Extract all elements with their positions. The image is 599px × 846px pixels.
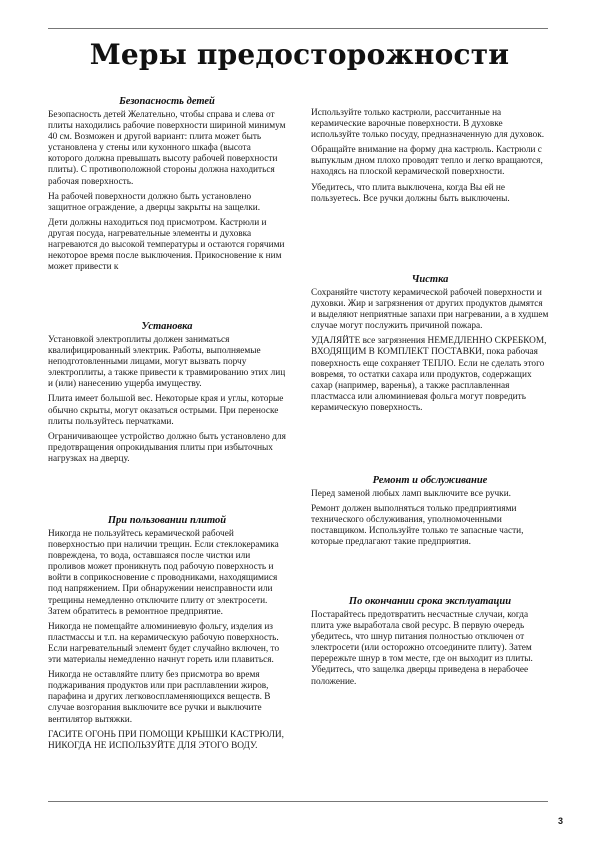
paragraph: Используйте только кастрюли, рассчитанные на керамические варочные поверхности. В духовке используйте только посуду, предназначенную для духовок. [311,108,545,141]
paragraph: Ограничивающее устройство должно быть установлено для предотвращения опрокидывания плиты при избыточных нагрузках на дверцу. [48,431,286,464]
page-title: Меры предосторожности [89,38,510,71]
section-heading-usage: При пользовании плитой [107,515,227,526]
paragraph: Обращайте внимание на форму дна кастрюль. Кастрюли с выпуклым дном плохо проводят тепло и легко вращаются, находясь на плоской керамической поверхности. [311,145,543,178]
section-child-safety [48,95,286,277]
paragraph: ГАСИТЕ ОГОНЬ ПРИ ПОМОЩИ КРЫШКИ КАСТРЮЛИ, НИКОГДА НЕ ИСПОЛЬЗУЙТЕ ДЛЯ ЭТОГО ВОДУ. [48,729,284,751]
page-number: 3 [558,816,564,826]
paragraph: Сохраняйте чистоту керамической рабочей поверхности и духовки. Жир и загрязнения от других продуктов дымятся и выделяют неприятные запахи при нагревании, а в худшем случае могут послужить причиной пожара. [311,288,549,332]
paragraph: Плита имеет большой вес. Некоторые края и углы, которые обычно скрыты, могут оказаться острыми. При переноске плиты пользуйтесь перчатками. [48,394,284,427]
section-usage [48,514,286,756]
paragraph: Никогда не оставляйте плиту без присмотра во время поджаривания продуктов или при расплавлении жиров, парафина и других легковоспламеняющихся веществ. В случае возгорания выключите все ручки и выключите вентилятор вытяжки. [48,670,271,725]
section-heading-cleaning: Чистка [411,274,449,285]
paragraph: Ремонт должен выполняться только предприятиями технического обслуживания, уполномоченными поставщиком. Используйте только те запасные части, которые предлагают такие предприятия. [311,504,524,548]
paragraph: На рабочей поверхности должно быть установлено защитное ограждение, а дверцы закрыты на защелки. [48,191,261,213]
section-heading-child-safety: Безопасность детей [119,96,215,107]
paragraph: Дети должны находиться под присмотром. Кастрюли и другая посуда, нагревательные элементы и духовка нагреваются до высокой температуры и остаются горячими некоторое время после выключения. Прикосновение к ним может привести к [48,217,285,273]
section-cookware [311,108,549,209]
paragraph: УДАЛЯЙТЕ все загрязнения НЕМЕДЛЕННО СКРЕБКОМ, ВХОДЯЩИМ В КОМПЛЕКТ ПОСТАВКИ, пока рабочая поверхность еще сохраняет ТЕПЛО. Если не сделать этого вовремя, то остатки сахара или продуктов, содержащих сахар (например, варенья), а также расплавленная пластмасса или алюминиевая фольга могут повредить керамическую поверхность. [311,336,547,413]
section-heading-installation: Установка [141,321,193,332]
paragraph: Перед заменой любых ламп выключите все ручки. [311,489,512,499]
paragraph: Убедитесь, что плита выключена, когда Вы ей не пользуетесь. Все ручки должны быть выключены. [311,182,510,204]
paragraph: Никогда не помещайте алюминиевую фольгу, изделия из пластмассы и т.п. на керамическую рабочую поверхность. Если нагревательный элемент будет случайно включен, то эти материалы немедленно начнут гореть или плавиться. [48,621,280,666]
bottom-rule [48,801,548,802]
section-repair [311,474,549,552]
paragraph: Постарайтесь предотвратить несчастные случаи, когда плита уже выработала свой ресурс. В первую очередь убедитесь, что шнур питания полностью отключен от электросети (или осторожно отсоедините плиту). Затем перережьте шнур в том месте, где он выходит из плиты. Убедитесь, что защелка дверцы приведена в нерабочее положение. [311,610,533,687]
paragraph: Безопасность детей Желательно, чтобы справа и слева от плиты находились рабочие поверхности шириной минимум 40 см. Возможен и другой вариант: плита может быть установлена у стены или кухонного шкафа (высота которого должна превышать высоту рабочей поверхности плиты). С противоположной стороны должна находиться рабочая поверхность. [48,110,286,187]
paragraph: Установкой электроплиты должен заниматься квалифицированный электрик. Работы, выполняемые неподготовленными лицами, могут вызвать порчу электроплиты, а также привести к травмированию этих лиц и (или) нанесению ущерба имуществу. [48,335,286,390]
section-heading-repair: Ремонт и обслуживание [372,475,488,486]
paragraph: Никогда не пользуйтесь керамической рабочей поверхностью при наличии трещин. Если стеклокерамика повреждена, то вода, оставшаяся после чистки или проливов может проникнуть под рабочую поверхность и войти в соприкосновение с проводниками, находящимися под напряжением. При обнаружении неисправности или трещины немедленно отключите плиту от электросети. Затем обратитесь в ремонтное предприятие. [48,529,279,617]
top-rule [48,28,548,29]
section-end-of-life [311,595,549,692]
section-installation [48,320,286,469]
section-heading-end-of-life: По окончании срока эксплуатации [348,596,512,607]
section-cleaning [311,273,549,418]
